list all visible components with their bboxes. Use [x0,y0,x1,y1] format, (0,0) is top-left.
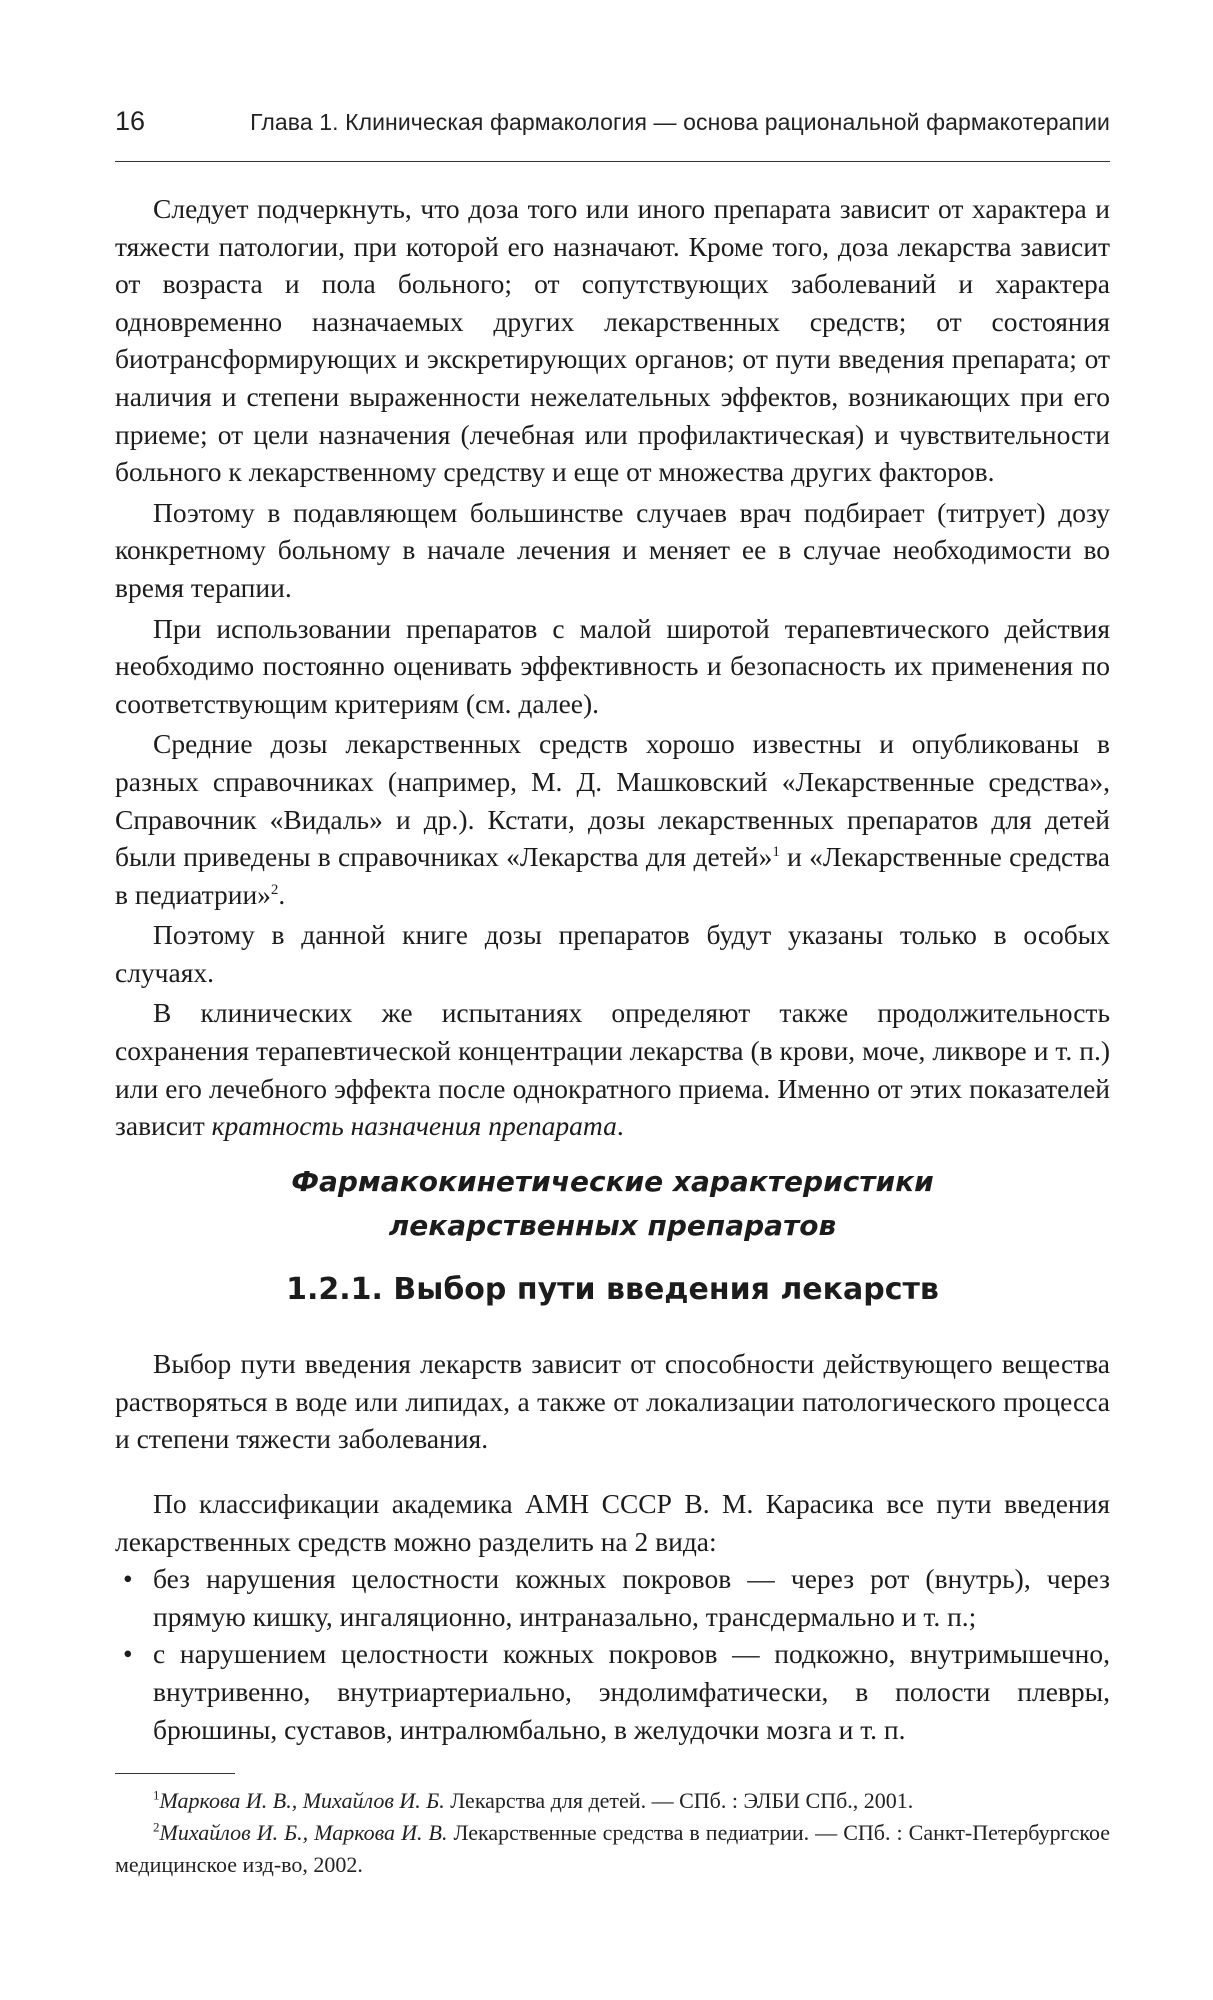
footnote-ref-2[interactable]: 2 [270,881,279,898]
route-list [115,1560,1110,1748]
paragraph-route-choice: Выбор пути введения лекарств зависит от способности действующего вещества растворяться в воде или липидах, а также от локализации патологического процесса и степени тяжести заболевания. [115,1348,1110,1455]
section-heading-line1: Фармакокинетические характеристики [291,1165,934,1198]
footnote-2 [115,1817,1110,1881]
paragraph-average-doses [115,725,1110,913]
main-text [115,190,1110,1145]
emphasis-dosing-frequency: кратность назначения препарата [211,1110,617,1142]
paragraph-titration: Поэтому в подавляющем большинстве случаев врач подбирает (титрует) дозу конкретному больному в начале лечения и меняет ее в случае необходимости во время терапии. [115,496,1110,603]
chapter-title: Глава 1. Клиническая фармакология — основа рациональной фармакотерапии [250,109,1110,135]
footnote-text: Лекарства для детей. — СПб. : ЭЛБИ СПб., 2001. [444,1788,914,1813]
paragraph-classification: По классификации академика АМН СССР В. М. Карасика все пути введения лекарственных средств можно разделить на 2 вида: [115,1488,1110,1557]
paragraph-dose-factors: Следует подчеркнуть, что доза того или иного препарата зависит от характера и тяжести патологии, при которой его назначают. Кроме того, доза лекарства зависит от возраста и пола больного; от сопутствующих заболеваний и характера одновременно назначаемых других лекарственных средств; от состояния биотрансформирующих и экскретирующих органов; от пути введения препарата; от наличия и степени выраженности нежелательных эффектов, возникающих при его приеме; от цели назначения (лечебная или профилактическая) и чувствительности больного к лекарственному средству и еще от множества других факторов. [115,193,1110,488]
footnote-mark-1: 1 [153,1787,160,1803]
average-doses-text-end: . [278,878,286,910]
header-rule [115,161,1110,162]
average-doses-text: Средние дозы лекарственных средств хорошо известны и опубликованы в разных справочниках (например, М. Д. Машковский «Лекарственные средства», Справочник «Видаль» и др.). Кстати, дозы лекарственных препаратов для детей были приведены в справочниках «Лекарства для детей» [115,728,1110,873]
subsection-heading: 1.2.1. Выбор пути введения лекарств [286,1272,939,1307]
section-heading [115,1160,1110,1248]
running-head [115,106,1110,146]
route-text [115,1345,1110,1458]
classification-text [115,1485,1110,1748]
clinical-trials-text-end: . [616,1110,624,1142]
paragraph-narrow-range: При использовании препаратов с малой широтой терапевтического действия необходимо постоянно оценивать эффективность и безопасность их применения по соответствующим критериям (см. далее). [115,612,1110,719]
list-item [115,1635,1110,1748]
section-heading-line2: лекарственных препаратов [388,1209,837,1242]
footnote-1 [115,1785,1110,1817]
footnote-mark-2: 2 [153,1819,160,1835]
list-item-text: без нарушения целостности кожных покровов — через рот (внутрь), через прямую кишку, ингаляционно, интраназально, трансдермально и т. п.; [153,1563,1110,1632]
footnote-rule [115,1773,235,1774]
list-item [115,1560,1110,1635]
footnote-ref-1[interactable]: 1 [772,843,780,860]
footnote-authors: Михайлов И. Б., Маркова И. В. [159,1820,448,1845]
paragraph-special-cases: Поэтому в данной книге дозы препаратов будут указаны только в особых случаях. [115,919,1110,988]
average-doses-text-middle: и «Лекарственные средства в педиатрии» [115,841,1110,910]
list-item-text: с нарушением целостности кожных покровов — подкожно, внутримышечно, внутривенно, внутриартериально, эндолимфатически, в полости плевры, брюшины, суставов, интралюмбально, в желудочки мозга и т. п. [153,1638,1110,1745]
bullet-icon: • [123,1638,133,1670]
paragraph-clinical-trials [115,994,1110,1144]
page-number: 16 [115,106,146,136]
footnote-authors: Маркова И. В., Михайлов И. Б. [159,1788,445,1813]
clinical-trials-text: В клинических же испытаниях определяют также продолжительность сохранения терапевтической концентрации лекарства (в крови, моче, ликворе и т. п.) или его лечебного эффекта после однократного приема. Именно от этих показателей зависит [115,997,1110,1142]
bullet-icon: • [123,1563,133,1595]
footnote-text: Лекарственные средства в педиатрии. — СПб. : Санкт-Петербургское медицинское изд-во, 2002. [115,1820,1110,1877]
footnotes [115,1785,1110,1881]
